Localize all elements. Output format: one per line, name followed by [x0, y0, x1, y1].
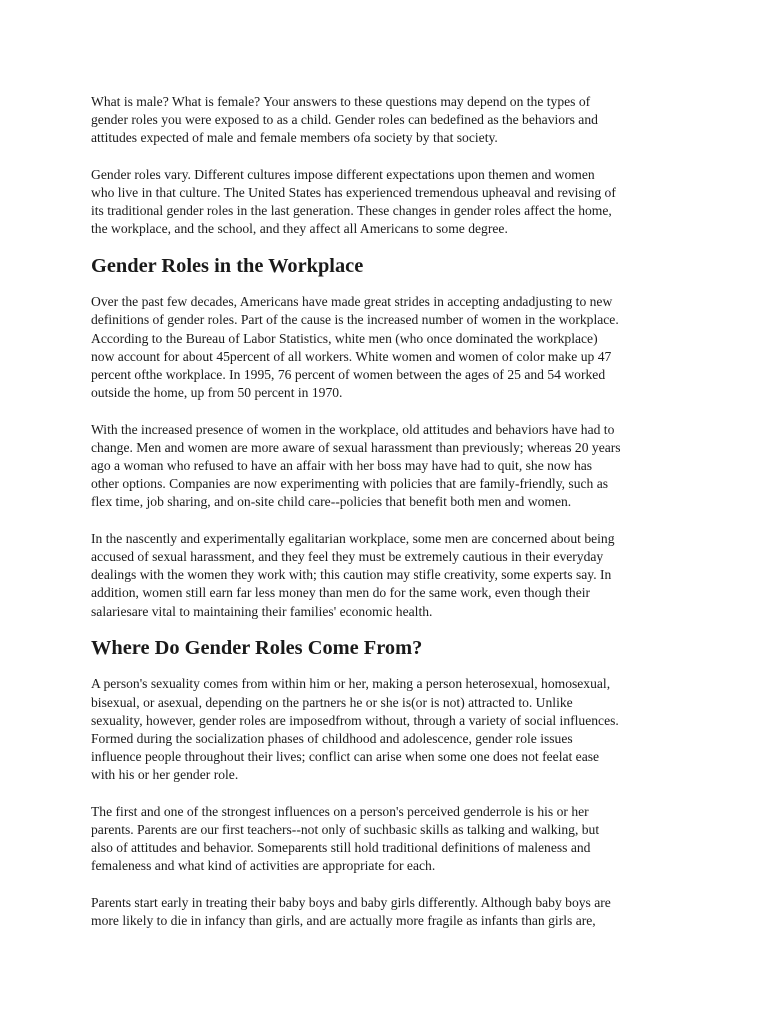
text-line: According to the Bureau of Labor Statistics, white men (who once dominated the workplace): [91, 330, 598, 346]
text-line: other options. Companies are now experimenting with policies that are family-friendly, such as: [91, 476, 609, 492]
text-line: A person's sexuality comes from within him or her, making a person heterosexual, homosexual,: [91, 676, 611, 692]
section-heading-workplace: Gender Roles in the Workplace: [91, 254, 364, 277]
paragraph-workplace-stats: [91, 293, 691, 402]
text-line: What is male? What is female? Your answers to these questions may depend on the types of: [91, 94, 591, 109]
paragraph-intro: [91, 93, 691, 148]
text-line: parents. Parents are our first teachers--not only of suchbasic skills as talking and walking, but: [91, 822, 600, 837]
paragraph-egalitarian-workplace: [91, 530, 691, 621]
text-line: ago a woman who refused to have an affair with her boss may have had to quit, she now has: [91, 458, 593, 473]
text-line: gender roles you were exposed to as a child. Gender roles can bedefined as the behaviors and: [91, 112, 598, 128]
text-line: more likely to die in infancy than girls, and are actually more fragile as infants than girls are,: [91, 913, 596, 928]
text-line: In the nascently and experimentally egalitarian workplace, some men are concerned about being: [91, 530, 615, 546]
text-line: dealings with the women they work with; this caution may stifle creativity, some experts say. In: [91, 567, 612, 583]
text-line: Over the past few decades, Americans have made great strides in accepting andadjusting to new: [91, 294, 613, 310]
text-line: change. Men and women are more aware of sexual harassment than previously; whereas 20 years: [91, 439, 621, 455]
paragraph-parents-influence: [91, 803, 691, 876]
text-line: attitudes expected of male and female members ofa society by that society.: [91, 130, 498, 146]
text-line: also of attitudes and behavior. Someparents still hold traditional definitions of maleness and: [91, 840, 591, 856]
paragraph-roles-vary: [91, 166, 691, 239]
text-line: the workplace, and the school, and they affect all Americans to some degree.: [91, 221, 508, 237]
text-line: definitions of gender roles. Part of the cause is the increased number of women in the workplace.: [91, 312, 619, 328]
text-line: accused of sexual harassment, and they feel they must be extremely cautious in their everyday: [91, 549, 604, 564]
text-line: femaleness and what kind of activities are appropriate for each.: [91, 858, 436, 874]
text-line: percent ofthe workplace. In 1995, 76 percent of women between the ages of 25 and 54 worked: [91, 367, 606, 382]
section-heading-origins: Where Do Gender Roles Come From?: [91, 637, 423, 659]
text-line: bisexual, or asexual, depending on the partners he or she is(or is not) attracted to. Unlike: [91, 694, 573, 710]
paragraph-parents-early: [91, 894, 691, 930]
text-line: who live in that culture. The United States has experienced tremendous upheaval and revising of: [91, 185, 616, 200]
paragraph-workplace-change: [91, 421, 691, 512]
text-line: outside the home, up from 50 percent in 1970.: [91, 385, 343, 401]
text-line: addition, women still earn far less money than men do for the same work, even though their: [91, 585, 591, 601]
text-line: with his or her gender role.: [91, 767, 239, 783]
text-line: With the increased presence of women in the workplace, old attitudes and behaviors have had to: [91, 421, 615, 437]
text-line: salariesare vital to maintaining their families' economic health.: [91, 603, 433, 619]
text-line: Formed during the socialization phases of childhood and adolescence, gender role issues: [91, 731, 573, 746]
text-line: Parents start early in treating their baby boys and baby girls differently. Although baby boys are: [91, 894, 611, 910]
text-line: its traditional gender roles in the last generation. These changes in gender roles affect the home,: [91, 203, 612, 219]
text-line: influence people throughout their lives; conflict can arise when some one does not feelat ease: [91, 749, 600, 765]
text-line: now account for about 45percent of all workers. White women and women of color make up 47: [91, 348, 612, 364]
text-line: Gender roles vary. Different cultures impose different expectations upon themen and women: [91, 166, 595, 182]
document-body: [91, 93, 691, 948]
paragraph-sexuality: [91, 675, 691, 784]
text-line: The first and one of the strongest influences on a person's perceived genderrole is his or her: [91, 803, 589, 819]
text-line: flex time, job sharing, and on-site child care--policies that benefit both men and women.: [91, 494, 572, 510]
text-line: sexuality, however, gender roles are imposedfrom without, through a variety of social influences.: [91, 712, 619, 728]
